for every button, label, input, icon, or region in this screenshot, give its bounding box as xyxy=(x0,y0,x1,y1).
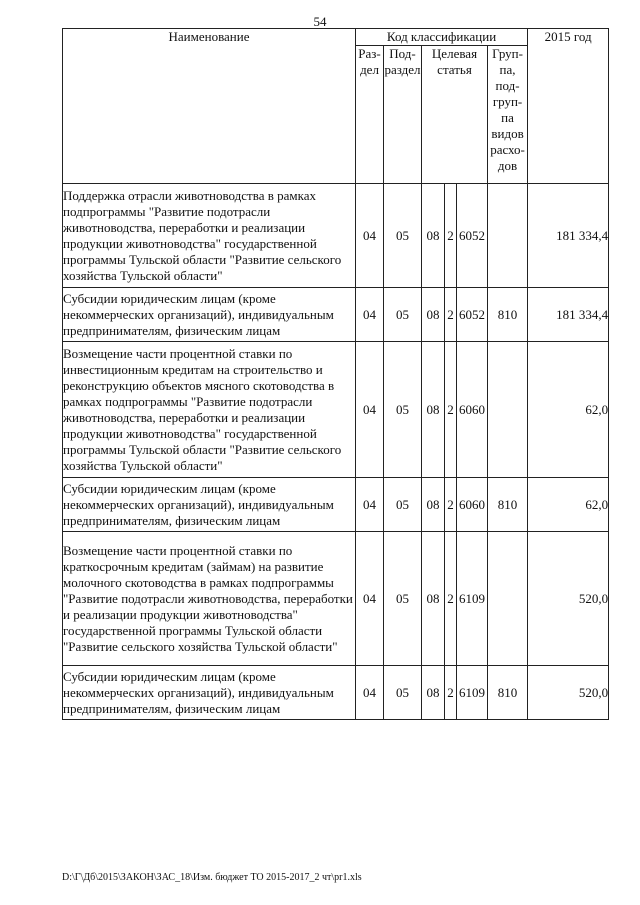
header-podrazdel: Под- раздел xyxy=(384,46,422,184)
header-year: 2015 год xyxy=(528,29,609,184)
table-row xyxy=(63,666,609,720)
row-name: Субсидии юридическим лицам (кроме некоммерческих организаций), индивидуальным предпринимателям, физическим лицам xyxy=(63,666,356,720)
row-amount: 181 334,4 xyxy=(528,184,609,288)
header-code-group: Код классификации xyxy=(356,29,528,46)
row-expense-type xyxy=(488,532,528,666)
table-row xyxy=(63,288,609,342)
row-podrazdel: 05 xyxy=(384,666,422,720)
row-name: Возмещение части процентной ставки по краткосрочным кредитам (займам) на развитие молочного скотоводства в рамках подпрограммы "Развитие подотрасли животноводства, переработки и реализации продукции животноводства" государственной программы Тульской области "Развитие сельского хозяйства Тульской области" xyxy=(63,532,356,666)
row-target-subprogram: 2 xyxy=(445,184,457,288)
file-path-footer: D:\Г\Дб\2015\ЗАКОН\ЗАС_18\Изм. бюджет ТО 2015-2017_2 чт\pr1.xls xyxy=(62,872,362,883)
row-razdel: 04 xyxy=(356,342,384,478)
row-target-program: 08 xyxy=(422,184,445,288)
row-name: Субсидии юридическим лицам (кроме некоммерческих организаций), индивидуальным предпринимателям, физическим лицам xyxy=(63,288,356,342)
row-name: Поддержка отрасли животноводства в рамках подпрограммы "Развитие подотрасли животноводства, переработки и реализации продукции животноводства" государственной программы Тульской области "Развитие сельского хозяйства Тульской области" xyxy=(63,184,356,288)
row-razdel: 04 xyxy=(356,184,384,288)
row-podrazdel: 05 xyxy=(384,478,422,532)
row-name: Возмещение части процентной ставки по инвестиционным кредитам на строительство и реконструкцию объектов мясного скотоводства в рамках подпрограммы "Развитие подотрасли животноводства, переработки и реализации продукции животноводства" государственной программы Тульской области "Развитие сельского хозяйства Тульской области" xyxy=(63,342,356,478)
row-podrazdel: 05 xyxy=(384,532,422,666)
row-expense-type: 810 xyxy=(488,478,528,532)
row-target-subprogram: 2 xyxy=(445,666,457,720)
row-expense-type: 810 xyxy=(488,666,528,720)
budget-table xyxy=(62,28,609,720)
row-expense-type xyxy=(488,184,528,288)
row-target-program: 08 xyxy=(422,666,445,720)
row-target-direction: 6052 xyxy=(457,288,488,342)
row-expense-type: 810 xyxy=(488,288,528,342)
row-target-subprogram: 2 xyxy=(445,478,457,532)
row-target-program: 08 xyxy=(422,288,445,342)
row-target-direction: 6109 xyxy=(457,532,488,666)
row-amount: 520,0 xyxy=(528,666,609,720)
row-target-direction: 6052 xyxy=(457,184,488,288)
header-target-article: Целевая статья xyxy=(422,46,488,184)
row-podrazdel: 05 xyxy=(384,342,422,478)
row-razdel: 04 xyxy=(356,532,384,666)
table-row xyxy=(63,184,609,288)
table-row xyxy=(63,342,609,478)
row-razdel: 04 xyxy=(356,478,384,532)
row-amount: 181 334,4 xyxy=(528,288,609,342)
table-body xyxy=(63,184,609,720)
row-target-subprogram: 2 xyxy=(445,342,457,478)
header-expense-group: Груп- па, под- груп- па видов расхо- дов xyxy=(488,46,528,184)
row-amount: 62,0 xyxy=(528,342,609,478)
row-target-direction: 6109 xyxy=(457,666,488,720)
header-name: Наименование xyxy=(63,29,356,184)
row-target-subprogram: 2 xyxy=(445,532,457,666)
page-number: 54 xyxy=(313,14,327,29)
row-target-program: 08 xyxy=(422,342,445,478)
row-podrazdel: 05 xyxy=(384,288,422,342)
row-razdel: 04 xyxy=(356,666,384,720)
row-target-subprogram: 2 xyxy=(445,288,457,342)
row-razdel: 04 xyxy=(356,288,384,342)
table-row xyxy=(63,532,609,666)
row-target-program: 08 xyxy=(422,478,445,532)
row-name: Субсидии юридическим лицам (кроме некоммерческих организаций), индивидуальным предпринимателям, физическим лицам xyxy=(63,478,356,532)
table-row xyxy=(63,478,609,532)
row-target-program: 08 xyxy=(422,532,445,666)
row-expense-type xyxy=(488,342,528,478)
row-amount: 62,0 xyxy=(528,478,609,532)
row-podrazdel: 05 xyxy=(384,184,422,288)
row-target-direction: 6060 xyxy=(457,478,488,532)
row-target-direction: 6060 xyxy=(457,342,488,478)
header-razdel: Раз- дел xyxy=(356,46,384,184)
row-amount: 520,0 xyxy=(528,532,609,666)
